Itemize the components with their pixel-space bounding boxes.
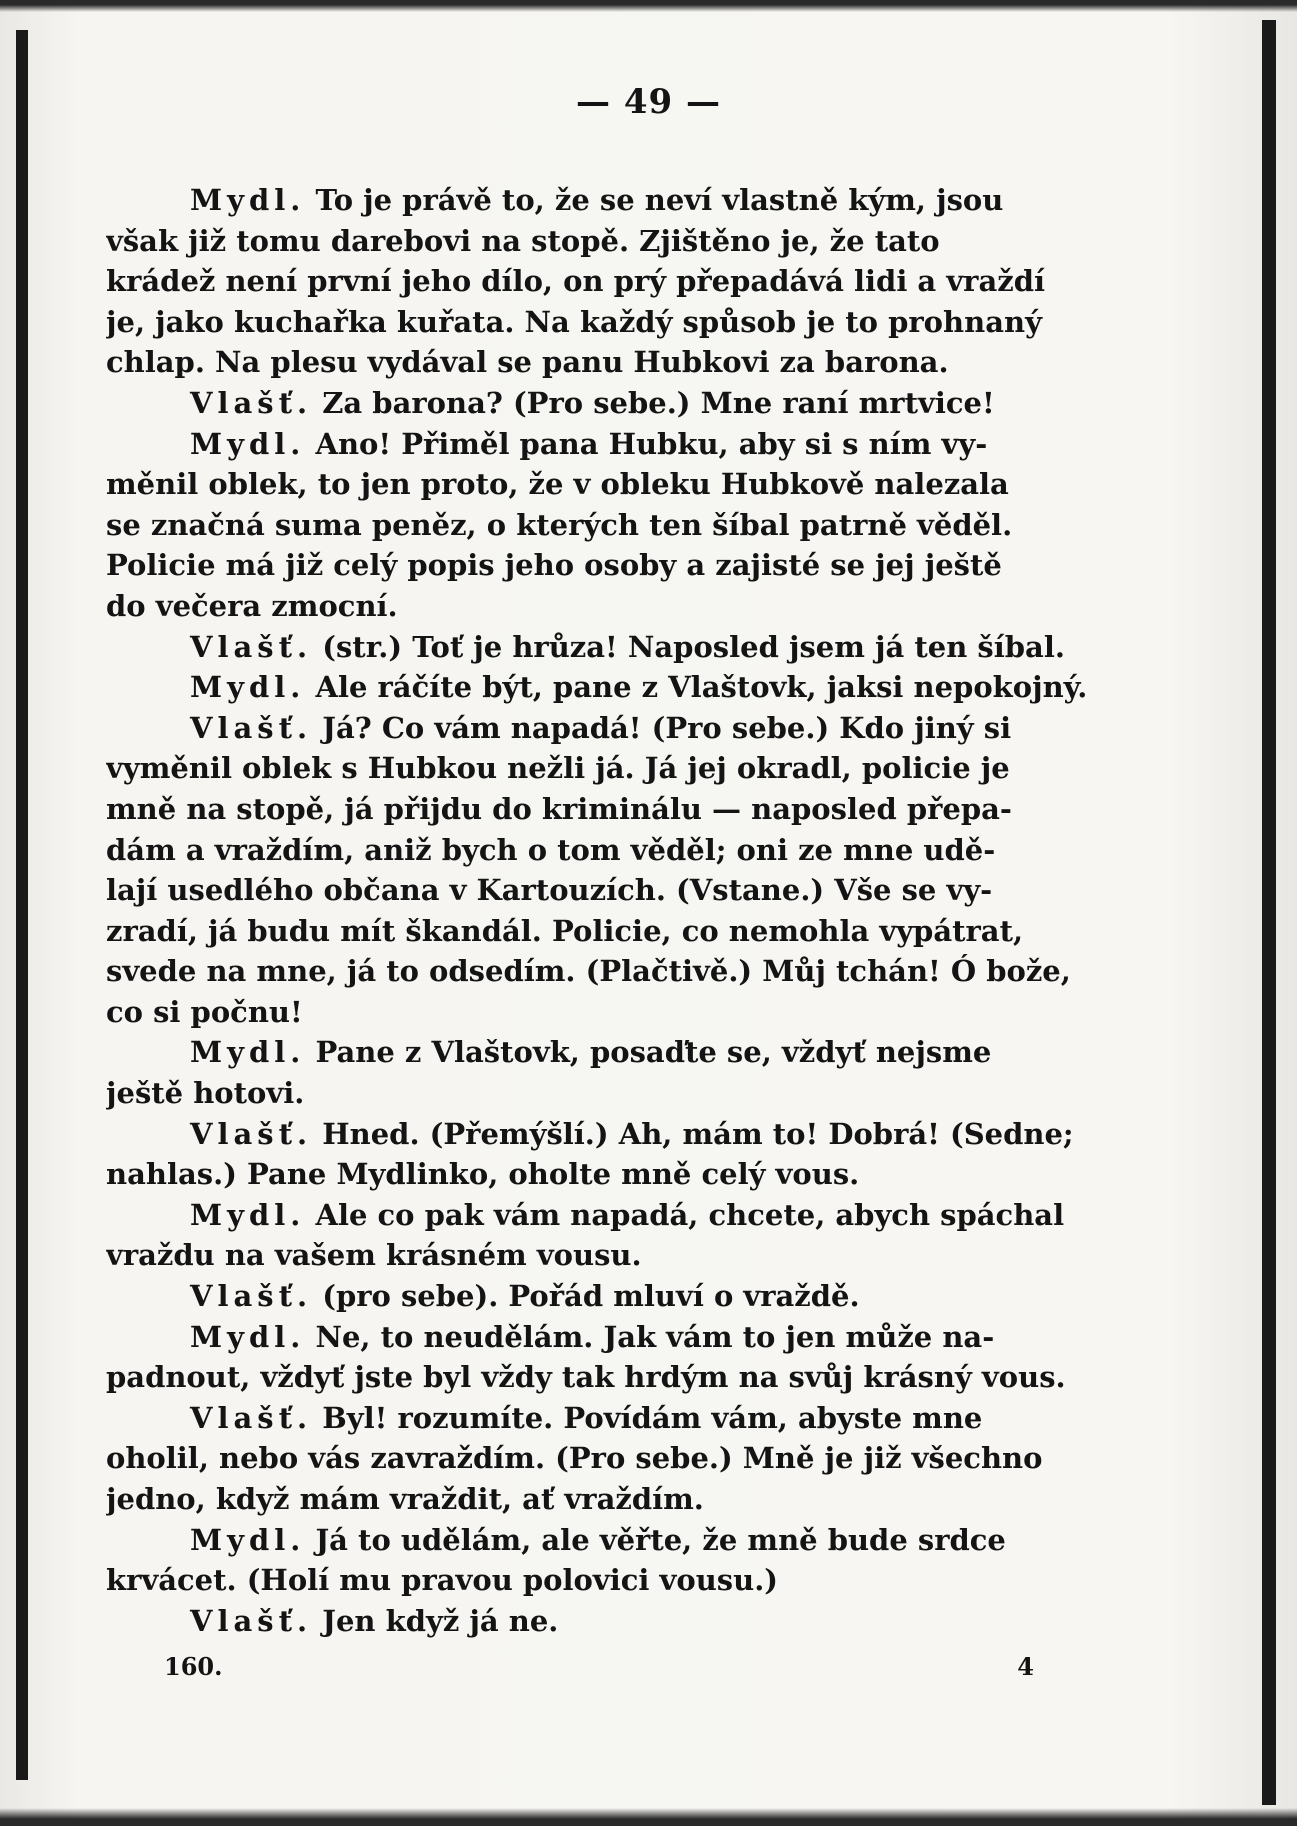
text-line [106, 748, 1136, 789]
text-line [106, 1114, 1136, 1155]
text-line [106, 1317, 1136, 1358]
text-line [106, 1560, 1136, 1601]
text-line [106, 911, 1136, 952]
speaker-name: Mydl. [190, 670, 306, 705]
text-line [106, 261, 1136, 302]
text-line [106, 342, 1136, 383]
text-line [106, 870, 1136, 911]
line-text: krádež není první jeho dílo, on prý přepadává lidi a vraždí [106, 264, 1046, 299]
line-text: (pro sebe). Pořád mluví o vraždě. [322, 1279, 860, 1314]
line-text: vyměnil oblek s Hubkou nežli já. Já jej okradl, policie je [106, 751, 1010, 786]
line-text: vraždu na vašem krásném vousu. [106, 1238, 642, 1273]
line-text: Byl! rozumíte. Povídám vám, abyste mne [322, 1400, 983, 1435]
line-text: měnil oblek, to jen proto, že v obleku Hubkově nalezala [106, 467, 1009, 502]
line-text: však již tomu darebovi na stopě. Zjištěno je, že tato [106, 223, 940, 258]
line-text: se značná suma peněz, o kterých ten šíbal patrně věděl. [106, 507, 1013, 542]
line-text: Ale ráčíte být, pane z Vlaštovk, jaksi nepokojný. [315, 670, 1088, 705]
text-line [106, 1479, 1136, 1520]
speaker-name: Vlašť. [190, 1279, 313, 1314]
speaker-name: Vlašť. [190, 1603, 313, 1638]
text-line [106, 1154, 1136, 1195]
line-text: To je právě to, že se neví vlastně kým, jsou [315, 183, 1004, 217]
text-line [106, 505, 1136, 546]
line-text: ještě hotovi. [106, 1076, 305, 1111]
scan-edge-top [0, 0, 1297, 12]
line-text: Ne, to neudělám. Jak vám to jen může na- [315, 1319, 995, 1354]
line-text: Já? Co vám napadá! (Pro sebe.) Kdo jiný si [322, 710, 1012, 745]
page-number: — 49 — [576, 82, 721, 122]
line-text: svede na mne, já to odsedím. (Plačtivě.) Můj tchán! Ó bože, [106, 954, 1071, 989]
line-text: Ano! Přiměl pana Hubku, aby si s ním vy- [315, 426, 988, 461]
line-text: Za barona? (Pro sebe.) Mne raní mrtvice! [322, 385, 995, 420]
text-line [106, 302, 1136, 343]
text-line [106, 1195, 1136, 1236]
text-line [106, 1398, 1136, 1439]
text-line [106, 1073, 1136, 1114]
line-text: lají usedlého občana v Kartouzích. (Vstane.) Vše se vy- [106, 873, 993, 908]
speaker-name: Mydl. [190, 183, 306, 217]
speaker-name: Mydl. [190, 426, 306, 461]
text-line [106, 1438, 1136, 1479]
line-text: Hned. (Přemýšlí.) Ah, mám to! Dobrá! (Sedne; [322, 1116, 1074, 1151]
text-line [106, 667, 1136, 708]
line-text: dám a vraždím, aniž bych o tom věděl; oni ze mne udě- [106, 832, 996, 867]
text-line [106, 789, 1136, 830]
line-text: je, jako kuchařka kuřata. Na každý spůsob je to prohnaný [106, 304, 1042, 339]
scan-edge-left [16, 30, 28, 1780]
text-line [106, 180, 1136, 221]
text-line [106, 586, 1136, 627]
text-line [106, 708, 1136, 749]
line-text: Policie má již celý popis jeho osoby a zajisté se jej ještě [106, 548, 1002, 583]
line-text: jedno, když mám vraždit, ať vraždím. [106, 1482, 704, 1516]
text-line [106, 383, 1136, 424]
speaker-name: Mydl. [190, 1035, 306, 1070]
line-text: chlap. Na plesu vydával se panu Hubkovi za barona. [106, 345, 949, 380]
line-text: krvácet. (Holí mu pravou polovici vousu.) [106, 1563, 779, 1598]
sheet-number: 4 [1017, 1652, 1034, 1681]
text-line [106, 951, 1136, 992]
text-line [106, 1032, 1136, 1073]
line-text: mně na stopě, já přijdu do kriminálu — naposled přepa- [106, 791, 1012, 826]
line-text: Jen když já ne. [322, 1603, 559, 1638]
speaker-name: Vlašť. [190, 1116, 313, 1151]
text-line [106, 627, 1136, 668]
text-line [106, 1520, 1136, 1561]
scan-edge-bottom [0, 1808, 1297, 1826]
text-line [106, 1235, 1136, 1276]
text-line [106, 1276, 1136, 1317]
text-line [106, 1601, 1136, 1642]
speaker-name: Vlašť. [190, 1400, 313, 1435]
text-line [106, 545, 1136, 586]
speaker-name: Mydl. [190, 1522, 306, 1557]
line-text: padnout, vždyť jste byl vždy tak hrdým na svůj krásný vous. [106, 1360, 1066, 1395]
speaker-name: Vlašť. [190, 710, 313, 745]
line-text: oholil, nebo vás zavraždím. (Pro sebe.) Mně je již všechno [106, 1441, 1043, 1476]
body-text [106, 180, 1136, 1641]
line-text: Já to udělám, ale věřte, že mně bude srdce [315, 1522, 1006, 1557]
text-line [106, 1357, 1136, 1398]
text-line [106, 992, 1136, 1033]
line-text: Pane z Vlaštovk, posaďte se, vždyť nejsme [315, 1035, 992, 1070]
text-line [106, 830, 1136, 871]
line-text: do večera zmocní. [106, 588, 398, 623]
line-text: Ale co pak vám napadá, chcete, abych spáchal [315, 1197, 1065, 1232]
speaker-name: Vlašť. [190, 629, 313, 664]
line-text: co si počnu! [106, 994, 303, 1029]
text-line [106, 221, 1136, 262]
speaker-name: Mydl. [190, 1197, 306, 1232]
text-line [106, 464, 1136, 505]
line-text: (str.) Toť je hrůza! Naposled jsem já ten šíbal. [322, 629, 1065, 664]
line-text: zradí, já budu mít škandál. Policie, co nemohla vypátrat, [106, 913, 1024, 948]
line-text: nahlas.) Pane Mydlinko, oholte mně celý vous. [106, 1157, 860, 1192]
speaker-name: Vlašť. [190, 385, 313, 420]
text-line [106, 424, 1136, 465]
signature-mark: 160. [164, 1652, 223, 1681]
scan-edge-right [1262, 20, 1276, 1805]
speaker-name: Mydl. [190, 1319, 306, 1354]
